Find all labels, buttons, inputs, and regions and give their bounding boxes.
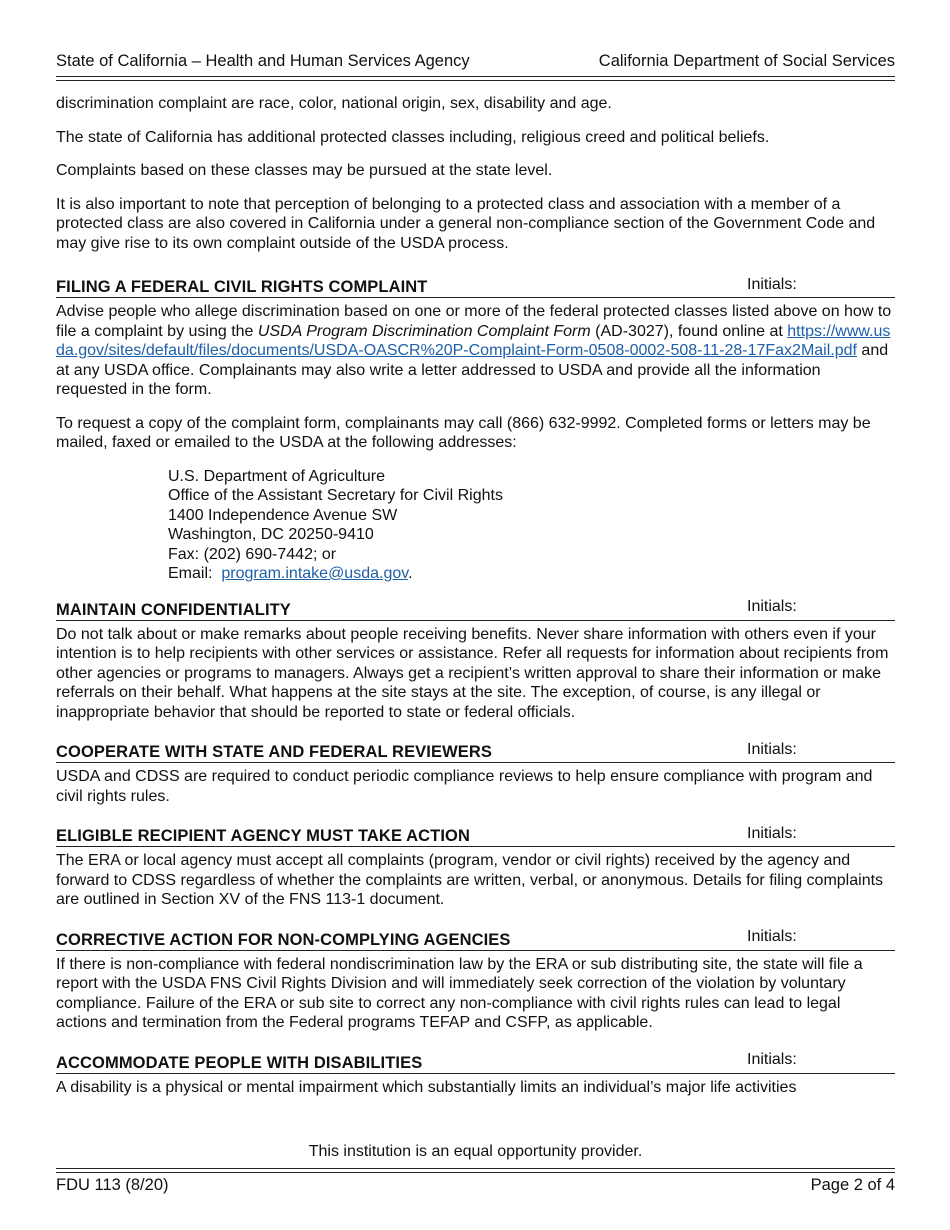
eligible-text: The ERA or local agency must accept all complaints (program, vendor or civil rights) received by the agency and forward to CDSS regardless of whether the complaints are written, verbal, or anonymous. Details for filing complaints are outlined in Section XV of the FNS 113-1 document. <box>56 852 884 908</box>
intro-paragraph-3: Complaints based on these classes may be pursued at the state level. <box>56 162 553 179</box>
address-line: Fax: (202) 690-7442; or <box>168 545 337 563</box>
initials-field-eligible[interactable]: Initials: <box>747 824 797 842</box>
section-heading-corrective <box>56 928 895 951</box>
section-title-cooperate: COOPERATE WITH STATE AND FEDERAL REVIEWERS <box>56 743 492 761</box>
filing-paragraph-1 <box>56 302 895 400</box>
address-line: Office of the Assistant Secretary for Civil Rights <box>168 487 503 504</box>
section-title-filing: FILING A FEDERAL CIVIL RIGHTS COMPLAINT <box>56 278 428 296</box>
form-number: FDU 113 (8/20) <box>56 1176 169 1194</box>
filing-text-a: Advise people who allege discrimination based on one or more of the federal protected classes listed above on how to file a complaint by using the <box>56 303 892 340</box>
section-heading-filing <box>56 275 895 298</box>
initials-field-cooperate[interactable]: Initials: <box>747 740 797 758</box>
header-department: California Department of Social Services <box>598 52 895 70</box>
address-line: 1400 Independence Avenue SW <box>168 506 398 524</box>
section-heading-cooperate <box>56 740 895 763</box>
section-title-confidentiality: MAINTAIN CONFIDENTIALITY <box>56 600 291 619</box>
section-title-eligible: ELIGIBLE RECIPIENT AGENCY MUST TAKE ACTION <box>56 827 470 845</box>
initials-field-confidentiality[interactable]: Initials: <box>747 598 797 615</box>
section-heading-eligible <box>56 824 895 847</box>
corrective-text: If there is non-compliance with federal nondiscrimination law by the ERA or sub distributing site, the state will file a report with the USDA FNS Civil Rights Division and will immediately seek correction of the violation by voluntary compliance. Failure of the ERA or sub site to correct any non-compliance with civil rights rules can lead to legal actions and termination from the Federal programs TEFAP and CSFP, as applicable. <box>56 955 863 1031</box>
complaint-form-link[interactable]: https://www.usda.gov/sites/default/files/documents/USDA-OASCR%20P-Complaint-Form-0508-0002-508-11-28-17Fax2Mail.pdf <box>56 322 891 359</box>
email-label: Email: <box>168 565 222 582</box>
cooperate-text: USDA and CDSS are required to conduct periodic compliance reviews to help ensure compliance with program and civil rights rules. <box>56 768 873 805</box>
email-end: . <box>408 565 413 582</box>
address-line: Washington, DC 20250-9410 <box>168 526 374 543</box>
footer-rule <box>56 1168 895 1173</box>
page-number: Page 2 of 4 <box>810 1176 895 1194</box>
filing-paragraph-2: To request a copy of the complaint form, complainants may call (866) 632-9992. Completed forms or letters may be mailed, faxed or emailed to the USDA at the following addresses: <box>56 414 871 451</box>
equal-opportunity-statement: This institution is an equal opportunity provider. <box>308 1143 643 1160</box>
complaint-form-name: USDA Program Discrimination Complaint Form <box>257 322 591 340</box>
section-heading-accommodate <box>56 1051 895 1074</box>
document-body <box>56 94 895 1111</box>
intro-paragraph-1: discrimination complaint are race, color, national origin, sex, disability and age. <box>56 95 612 112</box>
accommodate-text: A disability is a physical or mental impairment which substantially limits an individual’s major life activities <box>56 1078 797 1096</box>
usda-address-block <box>168 467 895 584</box>
initials-field-filing[interactable]: Initials: <box>747 275 797 293</box>
email-link[interactable]: program.intake@usda.gov <box>221 565 409 582</box>
section-title-accommodate: ACCOMMODATE PEOPLE WITH DISABILITIES <box>56 1053 423 1072</box>
confidentiality-text: Do not talk about or make remarks about people receiving benefits. Never share information with others even if your intention is to help recipients with other services or assistance. Refer all requests for information about recipients from other agencies or programs to managers. Always get a recipient’s written approval to share their information or make referrals on their behalf. What happens at the site stays at the site. The exception, of course, is any illegal or inappropriate behavior that should be reported to state or federal officials. <box>56 625 889 721</box>
email-line <box>168 564 895 584</box>
page-header <box>56 52 895 72</box>
address-line: U.S. Department of Agriculture <box>168 467 385 485</box>
header-rule <box>56 76 895 81</box>
intro-paragraph-4: It is also important to note that perception of belonging to a protected class and association with a member of a protected class are also covered in California under a general non-compliance section of the Government Code and may give rise to its own complaint outside of the USDA process. <box>56 195 876 252</box>
initials-field-accommodate[interactable]: Initials: <box>747 1051 797 1068</box>
intro-paragraph-2: The state of California has additional protected classes including, religious creed and political beliefs. <box>56 128 770 146</box>
section-title-corrective: CORRECTIVE ACTION FOR NON-COMPLYING AGENCIES <box>56 930 511 949</box>
initials-field-corrective[interactable]: Initials: <box>747 928 797 945</box>
section-heading-confidentiality <box>56 598 895 621</box>
page-footer <box>56 1176 895 1196</box>
filing-text-c: and at any USDA office. Complainants may also write a letter addressed to USDA and provide all the information requested in the form. <box>56 342 889 398</box>
filing-text-b: (AD-3027), found online at <box>590 322 788 340</box>
header-agency: State of California – Health and Human Services Agency <box>56 52 470 70</box>
